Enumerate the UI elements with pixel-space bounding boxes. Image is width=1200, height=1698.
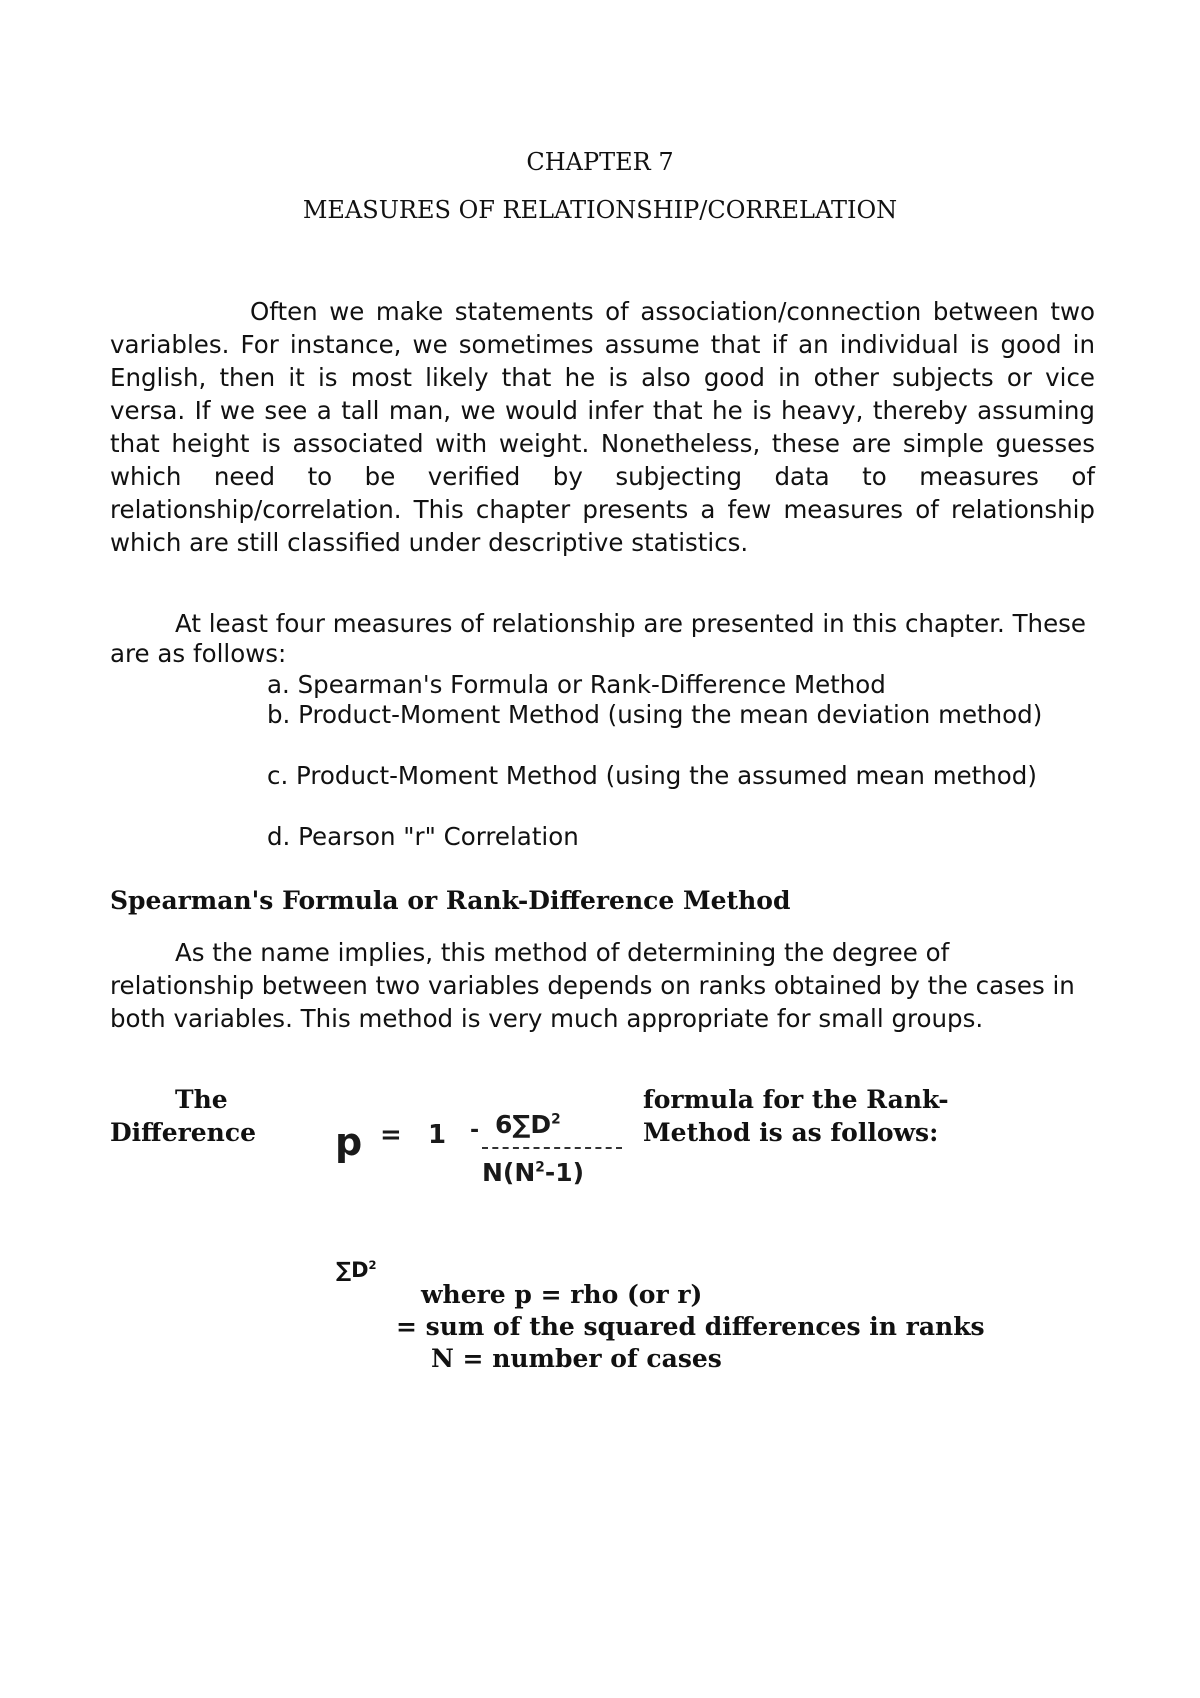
measure-item-c: c. Product-Moment Method (using the assumed mean method) xyxy=(267,761,1037,790)
section-heading: Spearman's Formula or Rank-Difference Method xyxy=(110,886,791,915)
intro-paragraph: Often we make statements of association/connection between two variables. For instance, we sometimes assume that if an individual is good in English, then it is most likely that he is also good in other subjects or vice versa. If we see a tall man, we would infer that he is heavy, thereby assuming that height is associated with weight. Nonetheless, these are simple guesses which need to be verified by subjecting data to measures of relationship/correlation. This chapter presents a few measures of relationship which are still classified under descriptive statistics. xyxy=(110,297,1095,557)
formula-denominator xyxy=(482,1158,584,1187)
fraction-bar xyxy=(482,1147,622,1149)
formula-denominator-exponent: 2 xyxy=(535,1159,545,1176)
formula-one: 1 xyxy=(428,1120,447,1150)
formula-intro-the: The xyxy=(175,1085,228,1114)
measure-item-d: d. Pearson "r" Correlation xyxy=(267,822,579,851)
measure-item-b: b. Product-Moment Method (using the mean deviation method) xyxy=(267,700,1043,729)
formula-numerator-exponent: 2 xyxy=(551,1111,561,1128)
formula-rho: p xyxy=(335,1120,363,1164)
measure-item-a: a. Spearman's Formula or Rank-Difference Method xyxy=(267,670,886,699)
formula-equals: = xyxy=(380,1120,402,1150)
formula-numerator-base: 6∑D xyxy=(495,1110,552,1139)
sum-d-squared-symbol xyxy=(336,1258,377,1282)
formula-intro-formula-for: formula for the Rank- xyxy=(643,1085,949,1114)
section-paragraph: As the name implies, this method of determining the degree of relationship between two variables depends on ranks obtained by the cases in both variables. This method is very much appropriate for small groups. xyxy=(110,938,1075,1033)
definition-rho: where p = rho (or r) xyxy=(421,1280,703,1309)
formula-denominator-pre: N(N xyxy=(482,1158,536,1187)
chapter-title: MEASURES OF RELATIONSHIP/CORRELATION xyxy=(302,196,898,224)
measures-intro: At least four measures of relationship are presented in this chapter. These are as follows: xyxy=(110,609,1086,668)
formula-denominator-post: -1) xyxy=(544,1158,585,1187)
formula-minus: - xyxy=(470,1118,480,1143)
chapter-number: CHAPTER 7 xyxy=(526,148,674,176)
formula-numerator xyxy=(495,1110,561,1139)
sum-d-exponent: 2 xyxy=(368,1258,377,1272)
formula-intro-method: Method is as follows: xyxy=(643,1118,939,1147)
formula-intro-difference: Difference xyxy=(110,1118,256,1147)
definition-sum: = sum of the squared differences in ranks xyxy=(396,1312,985,1341)
sum-d-base: ∑D xyxy=(336,1258,369,1282)
definition-n: N = number of cases xyxy=(431,1344,722,1373)
